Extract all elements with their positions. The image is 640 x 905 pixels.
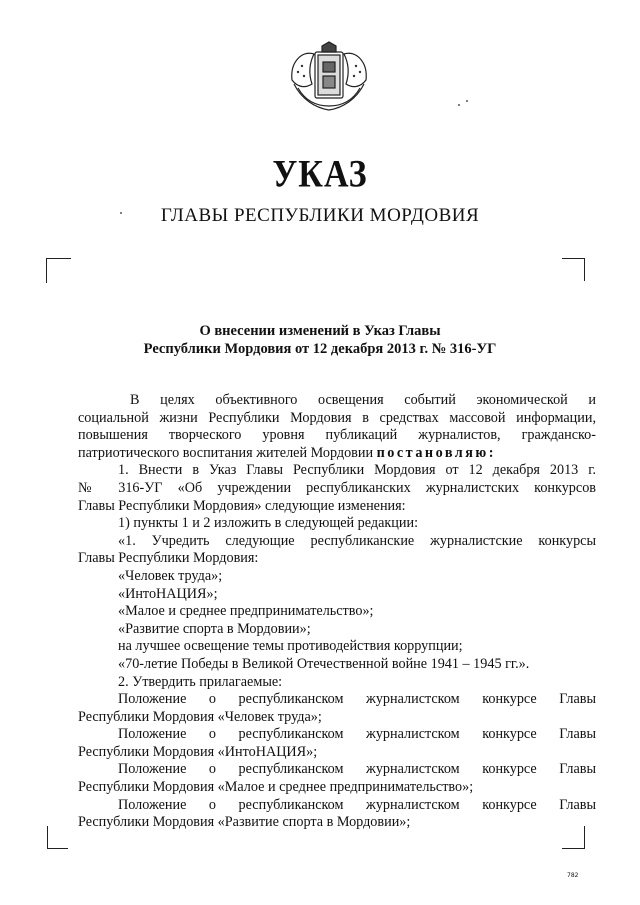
- paragraph-line: Главы Республики Мордовия» следующие изменения:: [78, 497, 406, 514]
- document-subtitle: ГЛАВЫ РЕСПУБЛИКИ МОРДОВИЯ: [160, 205, 480, 226]
- scan-speck: [466, 100, 468, 102]
- coat-of-arms-emblem: [284, 40, 374, 114]
- decree-body: [78, 392, 596, 832]
- list-item: на лучшее освещение темы противодействия коррупции;: [118, 638, 463, 655]
- list-item: «Развитие спорта в Мордовии»;: [118, 620, 311, 637]
- position-line: Республики Мордовия «ИнтоНАЦИЯ»;: [78, 743, 318, 760]
- corner-mark-top-left: [46, 258, 71, 283]
- decree-keyword: постановляю:: [376, 444, 497, 461]
- page-footer-mark: 782: [567, 872, 579, 879]
- list-item: «Человек труда»;: [118, 567, 223, 584]
- corner-mark-top-right: [562, 258, 585, 281]
- scan-speck: [458, 104, 460, 106]
- position-line: Республики Мордовия «Малое и среднее предпринимательство»;: [78, 779, 474, 796]
- list-item: «Малое и среднее предпринимательство»;: [118, 603, 374, 620]
- paragraph-line: повышения творческого уровня публикаций журналистов, гражданско-: [78, 427, 596, 444]
- paragraph-line: социальной жизни Республики Мордовия в средствах массовой информации,: [78, 409, 596, 426]
- position-line: Положение о республиканском журналистском конкурсе Главы: [118, 796, 596, 813]
- decree-heading: [0, 322, 640, 358]
- paragraph-line: 1. Внести в Указ Главы Республики Мордовия от 12 декабря 2013 г.: [118, 462, 596, 479]
- scan-speck: [120, 212, 122, 214]
- position-line: Положение о республиканском журналистском конкурсе Главы: [118, 691, 596, 708]
- position-line: Положение о республиканском журналистском конкурсе Главы: [118, 726, 596, 743]
- list-item: «ИнтоНАЦИЯ»;: [118, 585, 218, 602]
- paragraph-line: В целях объективного освещения событий экономической и: [130, 392, 596, 408]
- position-line: Положение о республиканском журналистском конкурсе Главы: [118, 761, 596, 778]
- paragraph-line: 1) пункты 1 и 2 изложить в следующей редакции:: [118, 515, 419, 532]
- list-item: «70-летие Победы в Великой Отечественной войне 1941 – 1945 гг.».: [118, 655, 530, 672]
- paragraph-line: [78, 445, 596, 463]
- corner-mark-bottom-left: [47, 826, 68, 849]
- position-line: Республики Мордовия «Развитие спорта в Мордовии»;: [78, 814, 411, 831]
- document-title: УКАЗ: [272, 153, 368, 196]
- paragraph-line: № 316-УГ «Об учреждении республиканских журналистских конкурсов: [78, 479, 596, 496]
- position-line: Республики Мордовия «Человек труда»;: [78, 708, 322, 725]
- paragraph-line: 2. Утвердить прилагаемые:: [118, 673, 283, 690]
- heading-line-1: О внесении изменений в Указ Главы: [199, 323, 441, 339]
- heading-line-2: Республики Мордовия от 12 декабря 2013 г. № 316-УГ: [143, 341, 497, 357]
- paragraph-line: Главы Республики Мордовия:: [78, 550, 259, 567]
- paragraph-text: патриотического воспитания жителей Мордовии: [78, 444, 377, 461]
- paragraph-line: «1. Учредить следующие республиканские журналистские конкурсы: [118, 532, 596, 549]
